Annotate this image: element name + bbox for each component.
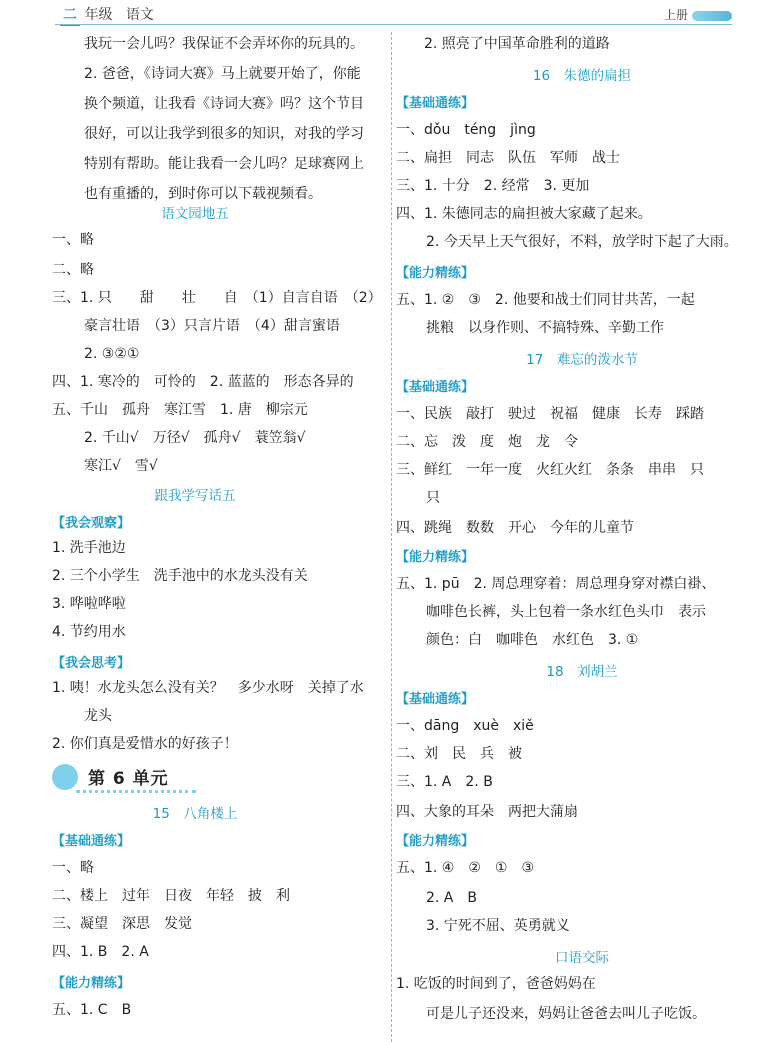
subsection-label: 【我会思考】 [52,656,131,671]
answer-line: 四、1. 寒冷的 可怜的 2. 蓝蓝的 形态各异的 [52,374,354,390]
grade-mark: 二 [60,6,80,26]
answer-line: 三、鲜红 一年一度 火红火红 条条 串串 只 [396,462,704,478]
answer-line: 二、扁担 同志 队伍 军师 战士 [396,150,620,166]
answer-line: 咖啡色长裤，头上包着一条水红色头巾 表示 [426,604,706,620]
unit-badge [52,758,242,794]
lesson-title: 17 难忘的泼水节 [526,352,638,368]
answer-line: 五、千山 孤舟 寒江雪 1. 唐 柳宗元 [52,402,308,418]
answer-line: 一、民族 敲打 驶过 祝福 健康 长寿 踩踏 [396,406,704,422]
subsection-label: 【基础通练】 [52,834,131,849]
subsection-label: 【基础通练】 [396,692,475,707]
lesson-title: 15 八角楼上 [152,806,238,822]
subsection-label: 【能力精练】 [396,834,475,849]
lesson-title: 口语交际 [555,950,609,966]
header-decoration [692,11,732,21]
answer-line: 二、略 [52,262,94,278]
unit-circle [52,764,78,790]
answer-line: 4. 节约用水 [52,624,126,640]
answer-line: 龙头 [84,708,112,724]
subject-label: 语文 [125,7,154,23]
answer-line: 颜色：白 咖啡色 水红色 3. ① [426,632,639,648]
volume-label: 上册 [664,6,732,23]
answer-line: 1. 洗手池边 [52,540,126,556]
answer-line: 只 [426,490,440,506]
answer-line: 四、1. 朱德同志的扁担被大家藏了起来。 [396,206,652,222]
section-title: 语文园地五 [161,206,229,222]
answer-line: 一、dāng xuè xiě [396,718,534,734]
text-line: 2. 爸爸，《诗词大赛》马上就要开始了，你能 [84,66,361,82]
answer-line: 可是儿子还没来，妈妈让爸爸去叫儿子吃饭。 [426,1006,706,1022]
answer-line: 三、1. 十分 2. 经常 3. 更加 [396,178,590,194]
unit-dotted-rule [76,790,196,793]
answer-line: 2. A B [426,890,477,906]
answer-line: 四、大象的耳朵 两把大蒲扇 [396,804,578,820]
answer-line: 豪言壮语 （3）只言片语 （4）甜言蜜语 [84,318,340,334]
column-divider [391,32,392,1042]
answer-line: 五、1. ② ③ 2. 他要和战士们同甘共苦，一起 [396,292,695,308]
text-line: 也有重播的，到时你可以下载视频看。 [84,186,322,202]
answer-line: 四、跳绳 数数 开心 今年的儿童节 [396,520,634,536]
subsection-label: 【能力精练】 [396,550,475,565]
subsection-label: 【基础通练】 [396,96,475,111]
text-line: 特别有帮助。能让我看一会儿吗？足球赛网上 [84,156,364,172]
answer-line: 3. 哗啦哗啦 [52,596,126,612]
page-header [0,0,772,30]
header-rule [55,24,732,25]
answer-line: 挑粮 以身作则、不搞特殊、辛勤工作 [426,320,664,336]
answer-line: 一、略 [52,860,94,876]
subsection-label: 【基础通练】 [396,380,475,395]
answer-line: 一、dǒu téng jìng [396,122,536,138]
answer-line: 二、楼上 过年 日夜 年轻 披 利 [52,888,290,904]
answer-line: 一、略 [52,232,94,248]
answer-line: 五、1. C B [52,1002,132,1018]
answer-line: 2. 你们真是爱惜水的好孩子！ [52,736,238,752]
grade-subject [60,4,154,26]
subsection-label: 【我会观察】 [52,516,131,531]
answer-line: 2. 三个小学生 洗手池中的水龙头没有关 [52,568,308,584]
grade-label: 年级 [84,7,113,23]
answer-line: 五、1. ④ ② ① ③ [396,860,535,876]
lesson-title: 16 朱德的扁担 [532,68,632,84]
answer-line: 1. 咦！水龙头怎么没有关？ 多少水呀 关掉了水 [52,680,364,696]
subsection-label: 【能力精练】 [52,976,131,991]
answer-line: 2. 千山√ 万径√ 孤舟√ 蓑笠翁√ [84,430,306,446]
text-line: 换个频道，让我看《诗词大赛》吗？这个节目 [84,96,364,112]
text-line: 很好，可以让我学到很多的知识，对我的学习 [84,126,364,142]
lesson-title: 18 刘胡兰 [546,664,618,680]
answer-line: 1. 吃饭的时间到了，爸爸妈妈在 [396,976,596,992]
answer-line: 三、1. A 2. B [396,774,493,790]
answer-line: 2. ③②① [84,346,140,362]
subsection-label: 【能力精练】 [396,266,475,281]
answer-line: 四、1. B 2. A [52,944,149,960]
answer-line: 五、1. pū 2. 周总理穿着：周总理身穿对襟白褂、 [396,576,716,592]
answer-line: 2. 今天早上天气很好，不料，放学时下起了大雨。 [426,234,738,250]
answer-line: 二、刘 民 兵 被 [396,746,522,762]
answer-line: 三、1. 只 甜 壮 自 （1）自言自语 （2） [52,290,382,306]
answer-line: 三、凝望 深思 发觉 [52,916,192,932]
section-title: 跟我学写话五 [154,488,236,504]
answer-line: 2. 照亮了中国革命胜利的道路 [424,36,610,52]
answer-line: 3. 宁死不屈、英勇就义 [426,918,570,934]
text-line: 我玩一会儿吗？我保证不会弄坏你的玩具的。 [84,36,364,52]
unit-title: 第 6 单元 [88,769,169,789]
answer-line: 二、忘 泼 度 炮 龙 令 [396,434,578,450]
answer-line: 寒江√ 雪√ [84,458,158,474]
